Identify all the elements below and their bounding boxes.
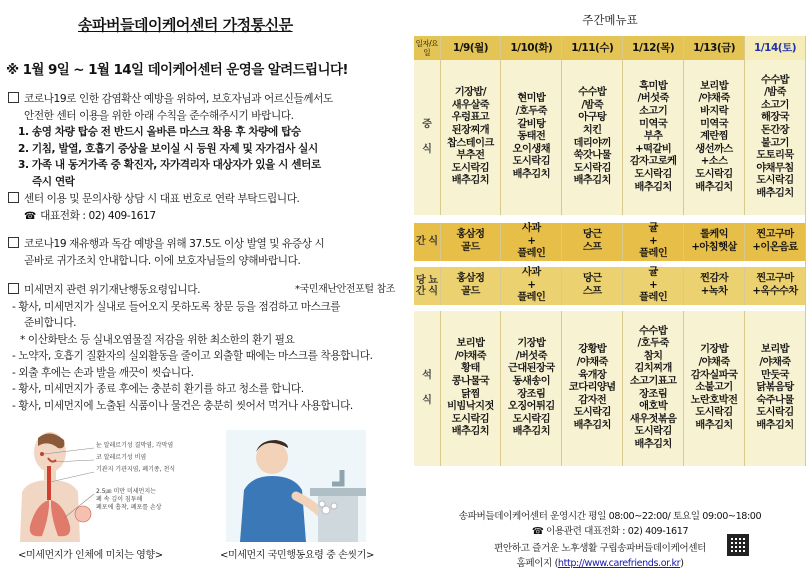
menu-cell: 귤 + 플레인 (623, 267, 684, 305)
checkbox-icon (8, 283, 19, 294)
notice-fever (8, 236, 403, 269)
source-note: *국민재난안전포털 참조 (295, 284, 395, 295)
dinner-row (414, 311, 806, 466)
menu-cell: 기장밥 /야채죽 감자실파국 소불고기 노란호박전 도시락김 배추김치 (684, 311, 745, 466)
homepage-line: 홈페이지 (http://www.carefriends.or.kr) (516, 558, 684, 569)
menu-cell: 수수밥 /밤죽 소고기 해장국 돈간장 불고기 도토리묵 야채무침 도시락김 배추김치 (745, 60, 806, 215)
menu-cell: 기장밥 /버섯죽 근대된장국 동새송이 장조림 오징어튀김 도시락김 배추김치 (501, 311, 562, 466)
lunch-row (414, 60, 806, 215)
menu-cell: 현미밥 /호두죽 갈비탕 동태전 오이생채 도시락김 배추김치 (501, 60, 562, 215)
row-label: 간 식 (414, 223, 440, 261)
notice-contact (8, 191, 403, 225)
dust-line: - 외출 후에는 손과 발을 깨끗이 씻습니다. (12, 366, 194, 379)
menu-cell: 귤 + 플레인 (623, 223, 684, 261)
corner-cell: 일자/요일 (414, 36, 440, 60)
day-header: 1/11(수) (562, 36, 623, 60)
caption-handwash: <미세먼지 국민행동요령 중 손씻기> (220, 550, 374, 561)
menu-cell: 찐감자 +녹차 (684, 267, 745, 305)
dust-line: - 노약자, 호흡기 질환자의 실외활동을 줄이고 외출할 때에는 마스크를 착용합니다. (12, 350, 373, 362)
notice-fever-text: 코로나19 재유행과 독감 예방을 위해 37.5도 이상 발열 및 유증상 시 (24, 238, 325, 250)
menu-cell: 보리밥 /야채죽 만둣국 닭볶음탕 숙주나물 도시락김 배추김치 (745, 311, 806, 466)
weekly-menu-table (414, 36, 806, 466)
menu-cell: 당근 스프 (562, 267, 623, 305)
headline: ※ 1월 9일 ~ 1월 14일 데이케어센터 운영을 알려드립니다! (6, 62, 348, 78)
checkbox-icon (8, 92, 19, 103)
menu-cell: 롤케익 +아침햇살 (684, 223, 745, 261)
rule-item: 1. 송영 차량 탑승 전 반드시 올바른 마스크 착용 후 차량에 탑승 (18, 126, 301, 138)
menu-title: 주간메뉴표 (582, 13, 638, 27)
contact-tel: 대표전화 : 02) 409-1617 (40, 209, 156, 222)
day-header: 1/10(화) (501, 36, 562, 60)
row-label: 당 뇨 간 식 (414, 267, 440, 305)
footer-tel-line (410, 523, 810, 537)
checkbox-icon (8, 237, 19, 248)
snack-row (414, 223, 806, 261)
organ-label: 눈 알레르기성 결막염, 각막염 (96, 442, 174, 449)
notice-intro: 코로나19로 인한 감염확산 예방을 위하여, 보호자님과 어르신들께서도 (24, 93, 333, 105)
day-header: 1/9(월) (440, 36, 501, 60)
notice-fine-dust (8, 282, 403, 414)
organ-label: 2.5㎛ 미만 미세먼지는 (96, 488, 156, 495)
dust-line: * 이산화탄소 등 실내오염물질 저감을 위한 최소한의 환기 필요 (20, 333, 295, 346)
menu-cell: 당근 스프 (562, 223, 623, 261)
notice-covid-rules (8, 91, 403, 190)
menu-cell: 홍삼정 골드 (440, 223, 501, 261)
handwashing-icon (226, 430, 366, 542)
organ-label: 코 알레르기성 비염 (96, 454, 147, 461)
operating-hours: 송파버들데이케어센터 운영시간 평일 08:00~22:00/ 토요일 09:00~18:00 (458, 511, 762, 522)
rule-item: 3. 가족 내 동거가족 중 확진자, 자가격리자 대상자가 있을 시 센터로 (18, 159, 321, 171)
menu-cell: 수수밥 /호두죽 참치 김치찌개 소고기표고 장조림 애호박 새우젓볶음 도시락김 배추김치 (623, 311, 684, 466)
row-label: 석 식 (414, 311, 440, 466)
caption-body: <미세먼지가 인체에 미치는 영향> (18, 550, 163, 561)
checkbox-icon (8, 192, 19, 203)
dust-line: - 황사, 미세먼지가 종료 후에는 충분히 환기를 하고 청소를 합니다. (12, 383, 304, 395)
dust-line: - 황사, 미세먼지가 실내로 들어오지 못하도록 창문 등을 점검하고 마스크를 (12, 300, 341, 313)
menu-header-row (414, 36, 806, 60)
menu-cell: 찐고구마 +이온음료 (745, 223, 806, 261)
menu-cell: 사과 + 플레인 (501, 223, 562, 261)
menu-cell: 찐고구마 +옥수수차 (745, 267, 806, 305)
body-illustration (8, 430, 188, 542)
organ-label: 기관지 기관지염, 폐기종, 천식 (96, 466, 176, 473)
menu-cell: 보리밥 /야채죽 황태 콩나물국 닭찜 비빔낙지젓 도시락김 배추김치 (440, 311, 501, 466)
homepage-link[interactable]: http://www.carefriends.or.kr (557, 558, 681, 569)
dust-line: - 황사, 미세먼지에 노출된 식품이나 물건은 충분히 씻어서 먹거나 사용합니다. (12, 399, 353, 412)
footer-tel: 이용관련 대표전화 : 02) 409-1617 (546, 526, 689, 537)
slogan: 편안하고 즐거운 노후생활 구립송파버들데이케어센터 (494, 543, 706, 554)
phone-icon: ☎ (24, 210, 37, 222)
rule-item: 즉시 연락 (32, 175, 75, 188)
day-header: 1/14(토) (745, 36, 806, 60)
menu-cell: 수수밥 /밤죽 아구탕 치킨 데리야끼 쑥갓나물 도시락김 배추김치 (562, 60, 623, 215)
page-title: 송파버들데이케어센터 가정통신문 (78, 16, 293, 34)
day-header: 1/12(목) (623, 36, 684, 60)
notice-fever-text-2: 곧바로 귀가조치 안내합니다. 이에 보호자님들의 양해바랍니다. (24, 254, 301, 267)
day-header: 1/13(금) (684, 36, 745, 60)
notice-contact-text: 센터 이용 및 문의사항 상담 시 대표 번호로 연락 부탁드립니다. (24, 193, 300, 205)
handwash-illustration (226, 430, 366, 542)
menu-cell: 보리밥 /야채죽 바지락 미역국 계란찜 생선까스 +소스 도시락김 배추김치 (684, 60, 745, 215)
row-label: 중 식 (414, 60, 440, 215)
organ-label: 폐포에 흡착, 폐포를 손상 (96, 504, 162, 511)
menu-cell: 사과 + 플레인 (501, 267, 562, 305)
organ-label: 폐 속 깊이 침투해 (96, 496, 143, 503)
diabetic-snack-row (414, 267, 806, 305)
notice-intro-2: 안전한 센터 이용을 위한 아래 수칙을 준수해주시기 바랍니다. (24, 109, 294, 122)
menu-cell: 기장밥/ 새우살죽 우렁표고 된장찌개 찹스테이크 부추전 도시락김 배추김치 (440, 60, 501, 215)
rule-item: 2. 기침, 발열, 호흡기 증상을 보이실 시 등원 자제 및 자가검사 실시 (18, 142, 318, 155)
notice-dust-title: 미세먼지 관련 위기재난행동요령입니다. (24, 284, 201, 296)
dust-line: 준비합니다. (24, 317, 77, 329)
menu-cell: 홍삼정 골드 (440, 267, 501, 305)
qr-code-icon[interactable] (727, 534, 749, 556)
menu-cell: 흑미밥 /버섯죽 소고기 미역국 부추 +떡갈비 감자고로케 도시락김 배추김치 (623, 60, 684, 215)
weekly-menu-column (410, 0, 810, 572)
menu-cell: 강황밥 /야채죽 육개장 코다리양념 감자전 도시락김 배추김치 (562, 311, 623, 466)
phone-icon: ☎ (531, 526, 547, 537)
